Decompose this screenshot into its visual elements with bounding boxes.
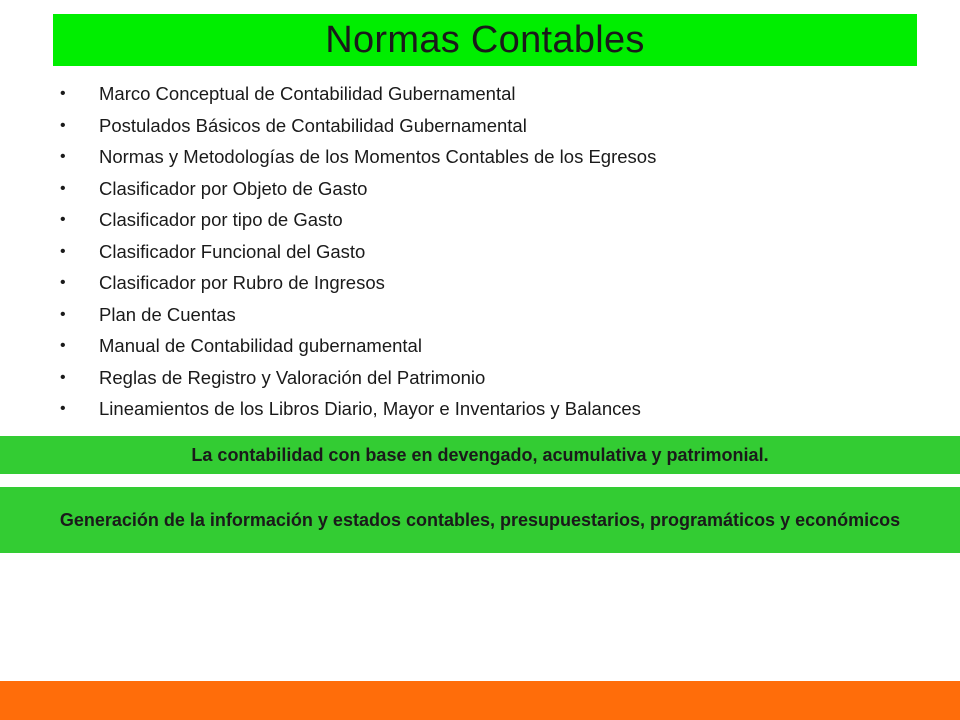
bullet-icon: • xyxy=(60,305,66,323)
list-item xyxy=(60,362,920,394)
list-item xyxy=(60,204,920,236)
highlight-text: Generación de la información y estados contables, presupuestarios, programáticos y económicos xyxy=(59,510,901,530)
list-item xyxy=(60,393,920,425)
list-item-text: Clasificador por tipo de Gasto xyxy=(99,209,343,230)
bullet-icon: • xyxy=(60,148,66,165)
list-item-text: Reglas de Registro y Valoración del Patrimonio xyxy=(99,366,486,388)
list-item-text: Clasificador por Rubro de Ingresos xyxy=(99,272,385,293)
bullet-icon: • xyxy=(60,85,66,102)
list-item-text: Manual de Contabilidad gubernamental xyxy=(99,335,422,356)
bullet-icon: • xyxy=(60,242,66,260)
list-item-text: Plan de Cuentas xyxy=(99,303,236,325)
bullet-icon: • xyxy=(60,368,66,386)
highlight-band-information-generation xyxy=(0,487,960,553)
footer-bar xyxy=(0,681,960,720)
highlight-band-accrual-basis xyxy=(0,436,960,474)
list-item xyxy=(60,299,920,331)
list-item xyxy=(60,141,920,173)
bullet-list xyxy=(60,78,920,425)
slide-title: Normas Contables xyxy=(325,18,645,61)
bullet-icon: • xyxy=(60,179,66,197)
list-item-text: Lineamientos de los Libros Diario, Mayor e Inventarios y Balances xyxy=(99,398,641,419)
list-item xyxy=(60,110,920,142)
title-banner xyxy=(53,14,917,66)
list-item-text: Marco Conceptual de Contabilidad Gubernamental xyxy=(99,83,516,104)
list-item xyxy=(60,330,920,362)
bullet-icon: • xyxy=(60,274,66,291)
highlight-text: La contabilidad con base en devengado, acumulativa y patrimonial. xyxy=(191,444,769,465)
list-item-text: Postulados Básicos de Contabilidad Gubernamental xyxy=(99,114,527,136)
bullet-icon: • xyxy=(60,337,66,354)
list-item-text: Normas y Metodologías de los Momentos Contables de los Egresos xyxy=(99,146,657,167)
bullet-icon: • xyxy=(60,400,66,417)
list-item xyxy=(60,78,920,110)
list-item xyxy=(60,173,920,205)
list-item-text: Clasificador por Objeto de Gasto xyxy=(99,177,368,199)
list-item xyxy=(60,236,920,268)
list-item-text: Clasificador Funcional del Gasto xyxy=(99,240,366,262)
bullet-icon: • xyxy=(60,211,66,228)
list-item xyxy=(60,267,920,299)
bullet-icon: • xyxy=(60,116,66,134)
